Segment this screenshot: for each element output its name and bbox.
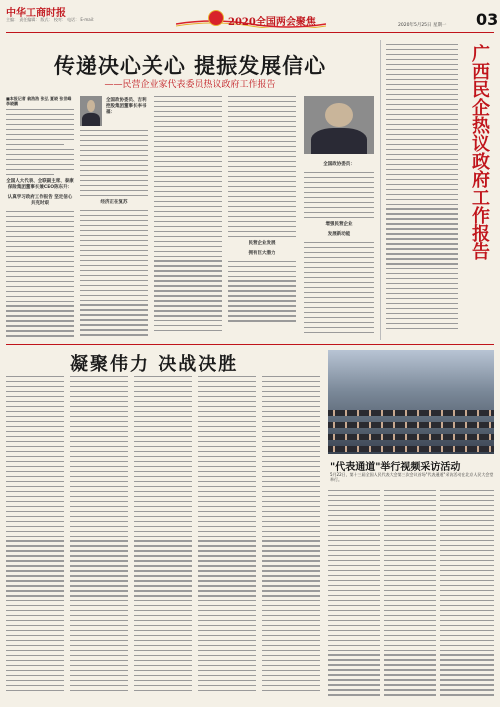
sidebar-column-1 [386,44,458,340]
article-headline: 传递决心关心 提振发展信心 [53,53,327,78]
portrait-1-caption [106,96,148,128]
masthead-divider [6,32,494,33]
national-emblem-icon [208,10,224,26]
masthead-info: 主编： 责任编辑： 版式： 校对： 电话： E-mail： [6,17,97,22]
article2-column-7 [384,490,436,702]
article-column-1 [6,96,74,342]
sidebar-divider [380,40,381,340]
photo-caption-title: "代表通道"举行视频采访活动 [330,462,461,473]
article-column-5 [304,160,374,342]
subtitle-1: 全国人大代表、全联副主席、泰康保险集团董事长兼CEO陈东升： [6,178,74,190]
article-byline: ■本报记者 翁浩浩 张弘 夏晓 张世峰 李晓鹏 [6,96,72,106]
representative-channel-photo [328,350,494,454]
banner-text: 2020全国两会聚焦 [228,17,316,28]
subtitle-3: 全国政协委员、吉利控股集团董事长李书福： [106,98,147,115]
subtitle-2: 认真学习政府工作报告 坚定信心共克时艰 [7,194,73,206]
article2-column-8 [440,490,494,702]
subtitle-4: 经济正在复苏 [100,199,128,205]
article2-column-6 [328,490,380,702]
page-number: 03 [476,10,499,29]
subtitle-7: 全国政协委员： [323,162,355,167]
subtitle-9: 发展新动能 [327,231,351,237]
article2-headline: 凝聚伟力 决战决胜 [70,354,239,375]
issue-date: 2020年5月25日 星期一 [398,23,447,28]
article-subhead: ——民营企业家代表委员热议政府工作报告 [104,80,276,90]
article-column-3 [154,96,222,342]
paper-name: 中华工商时报 [6,8,66,19]
subtitle-5: 民营企业发展 [248,240,276,246]
article2-column-4 [198,376,256,702]
article2-column-2 [70,376,128,702]
photo-caption-note: 5月22日，第十三届全国人民代表大会第三次会议首场"代表通道"采访活动在北京人民大会堂举行。 [330,472,494,482]
portrait-photo-2 [304,96,374,154]
section-banner [176,4,326,32]
portrait-photo-1 [80,96,102,126]
article2-column-5 [262,376,320,702]
article2-column-1 [6,376,64,702]
article-column-4 [228,96,296,342]
section-divider [6,344,494,345]
sidebar-vertical-title: 广西民企热议政府工作报告 [469,44,490,260]
subtitle-6: 拥有巨大潜力 [248,250,276,256]
subtitle-8: 增强民营企业 [325,221,353,227]
article2-column-3 [134,376,192,702]
article-column-2 [80,130,148,342]
